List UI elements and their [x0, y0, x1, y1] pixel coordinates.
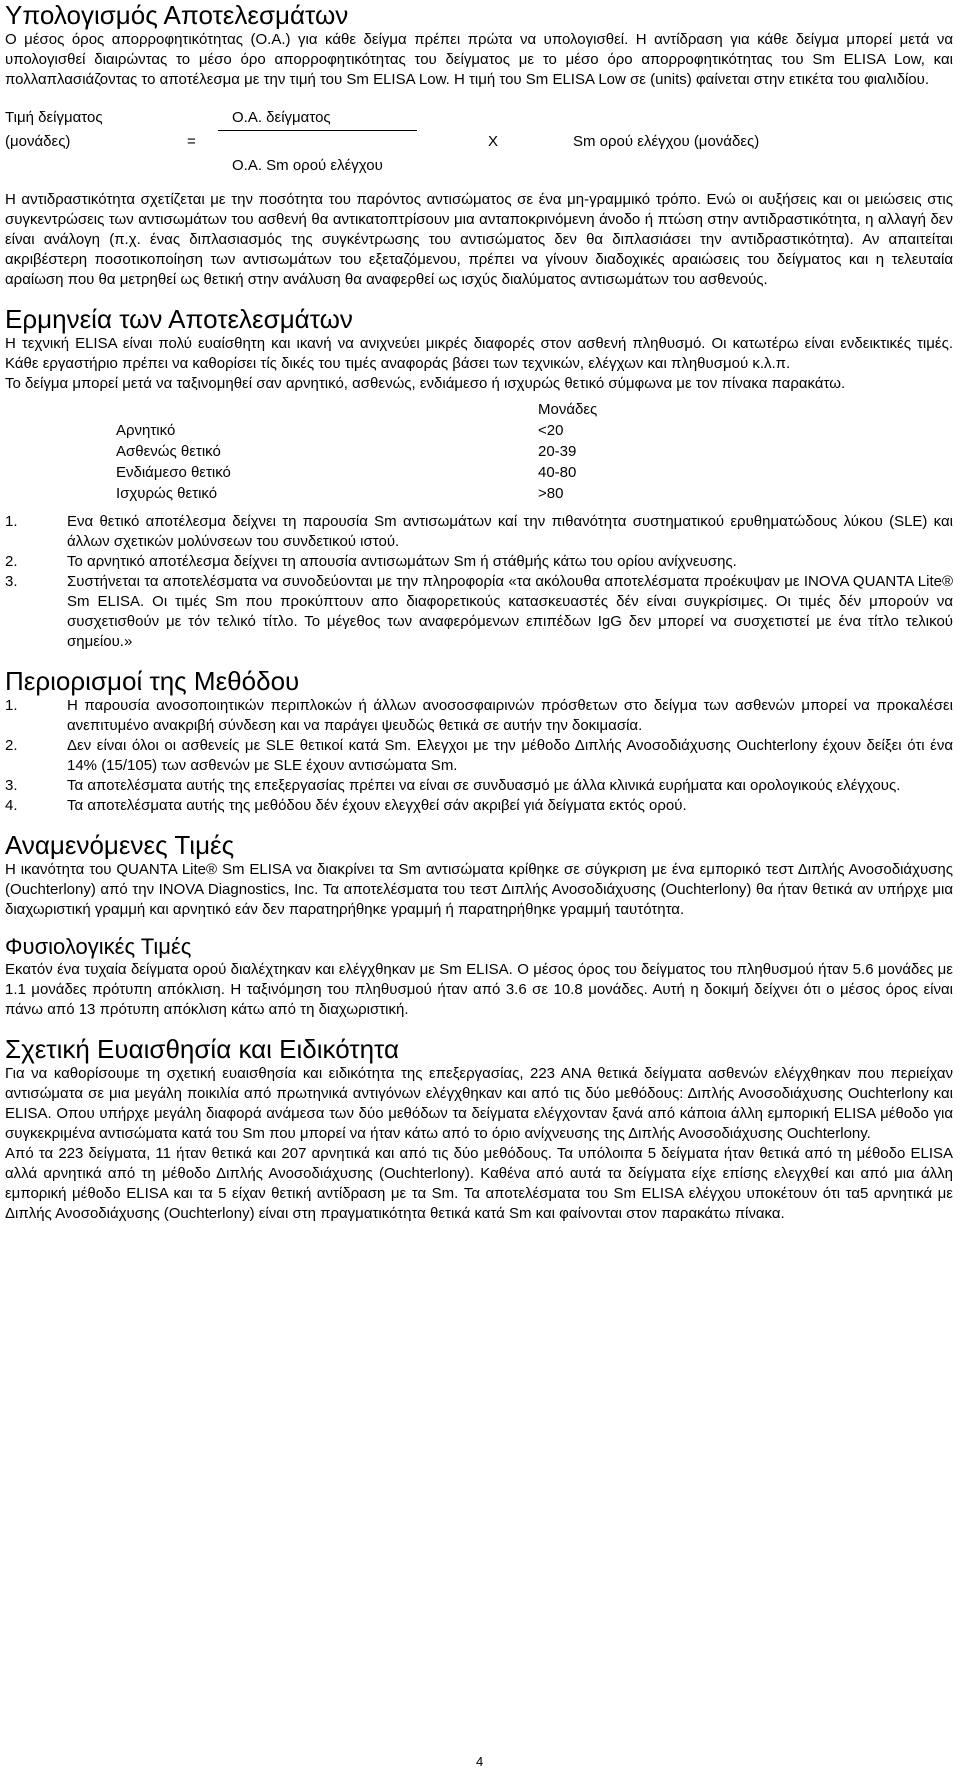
- expected-values-paragraph: Η ικανότητα του QUANTA Lite® Sm ELISA να διακρίνει τα Sm αντισώματα κρίθηκε σε σύγκριση με ένα εμπορικό τεστ Διπλής Ανοσοδιάχυσης (Ouchterlony) από την INOVA Diagnostics, Inc. Τα αποτελέσματα του τεστ Διπλής Ανοσοδιάχυσης (Ouchterlony) θα ήταν θετικά αν υπήρχε μια διαχωριστική γραμμή και αρνητικό εάν δεν παρατηρήθηκε γραμμή ή παρατηρήθηκε γραμμή ταυτότητα.: [5, 861, 953, 918]
- table-row-value: 40-80: [538, 464, 577, 481]
- limitations-list: [5, 696, 953, 816]
- list-item: [5, 776, 953, 796]
- limitations-heading: Περιορισμοί της Μεθόδου: [5, 666, 300, 696]
- expected-values-heading: Αναμενόμενες Τιμές: [5, 830, 235, 860]
- formula-numerator: Ο.Α. δείγματος: [232, 109, 331, 126]
- result-formula: [5, 108, 953, 180]
- interpretation-paragraph-2: Το δείγμα μπορεί μετά να ταξινομηθεί σαν αρνητικό, ασθενώς, ενδιάμεσο ή ισχυρώς θετικό σύμφωνα με τον πίνακα παρακάτω.: [5, 375, 846, 392]
- table-header-units: Μονάδες: [538, 401, 598, 418]
- list-item: [5, 696, 953, 736]
- formula-right: Sm ορού ελέγχου (μονάδες): [573, 133, 760, 150]
- list-item-number: 2.: [5, 737, 18, 754]
- sensitivity-heading: Σχετική Ευαισθησία και Ειδικότητα: [5, 1034, 399, 1064]
- fraction-bar: [218, 130, 417, 131]
- list-item-number: 2.: [5, 553, 18, 570]
- results-paragraph-2: Η αντιδραστικότητα σχετίζεται με την ποσότητα του παρόντος αντισώματος σε ένα μη-γραμμικό τρόπο. Ενώ οι αυξήσεις και οι μειώσεις στις συγκεντρώσεις των αντισωμάτων του ασθενή θα αντικατοπτρίσουν μια ανταποκρινόμενη άνοδο ή πτώση στην αντιδραστικότητα, η αλλαγή δεν είναι ανάλογη (π.χ. ένας διπλασιασμός της συγκέντρωσης του αντισώματος δεν θα διπλασιάσει την αντιδραστικότητα). Αν απαιτείται ακριβέστερη ποσοτικοποίηση των αντισωμάτων του εξεταζόμενου, πρέπει να γίνουν διαδοχικές αραιώσεις του δείγματος και η τελευταία αραίωση που θα μετρηθεί ως θετική στην ανάλυση θα αναφερθεί ως ισχύς διαλύματος αντισωμάτων του ασθενούς.: [5, 191, 953, 288]
- results-paragraph-1: Ο μέσος όρος απορροφητικότητας (Ο.Α.) για κάθε δείγμα πρέπει πρώτα να υπολογισθεί. Η αντίδραση για κάθε δείγμα μπορεί μετά να υπολογισθεί διαιρώντας το μέσο όρο απορροφητικότητας του δείγματος με το μέσο όρο απορροφητικότητας του Sm ELISA Low, και πολλαπλασιάζοντας το αποτέλεσμα με την τιμή του Sm ELISA Low. Η τιμή του Sm ELISA Low σε (units) φαίνεται στην ετικέτα του φιαλιδίου.: [5, 31, 953, 88]
- interpretation-heading: Ερμηνεία των Αποτελεσμάτων: [5, 304, 353, 334]
- list-item: [5, 512, 953, 552]
- list-item: [5, 572, 953, 652]
- list-item-text: Το αρνητικό αποτέλεσμα δείχνει τη απουσία αντισωμάτων Sm ή στάθμής κάτω του ορίου ανίχνευσης.: [67, 553, 737, 570]
- table-row-value: <20: [538, 422, 564, 439]
- list-item-number: 1.: [5, 513, 18, 530]
- table-row-label: Ισχυρώς θετικό: [116, 485, 218, 502]
- table-row-label: Ασθενώς θετικό: [116, 443, 221, 460]
- normal-values-heading: Φυσιολογικές Τιμές: [5, 934, 192, 959]
- list-item: [5, 552, 953, 572]
- formula-left-top: Τιμή δείγματος: [5, 109, 103, 126]
- formula-times: Χ: [488, 133, 499, 150]
- list-item-number: 4.: [5, 797, 18, 814]
- list-item-number: 1.: [5, 697, 18, 714]
- sensitivity-paragraph-1: Για να καθορίσουμε τη σχετική ευαισθησία και ειδικότητα της επεξεργασίας, 223 ΑΝΑ θετικά δείγματα ασθενών ελέγχθηκαν που περιείχαν αντισώματα σε μια μεγάλη ποικιλία από πρωτηνικά αντιγόνων ελέγχθηκαν και από τις δύο μεθόδους: Διπλής Ανοσοδιάχυσης Ouchterlony και ELISA. Οπου υπήρχε μεγάλη διαφορά ανάμεσα των δύο μεθόδων τα δείγματα ελέγχονταν ξανά από κάποια άλλη εμπορική ELISA μέθοδο για συγκεκριμένα αντισώματα κατά του Sm που μπορεί να ήταν κάτω από το όριο ανίχνευσης της Διπλής Ανοσοδιάχυσης Ouchterlony.: [5, 1065, 953, 1142]
- list-item: [5, 736, 953, 776]
- table-row-label: Αρνητικό: [116, 422, 176, 439]
- table-row-value: >80: [538, 485, 564, 502]
- list-item-text: Η παρουσία ανοσοποιητικών περιπλοκών ή άλλων ανοσοσφαιρινών πρόσθετων στο δείγμα των ασθενών μπορεί να προκαλέσει ανεπιτυμένο ανακριβή σύνδεση και να παράγει ψευδώς θετικά σε αυτήν την δοκιμασία.: [67, 697, 953, 734]
- list-item-text: Συστήνεται τα αποτελέσματα να συνοδεύονται με την πληροφορία «τα ακόλουθα αποτελέσματα προέκυψαν με INOVA QUANTA Lite® Sm ELISA. Οι τιμές Sm που προκύπτουν απο διαφορετικούς κατασκευαστές δέν είναι συγκρίσιμες. Οι τιμές δέν μπορούν να συσχετισθούν με τόν τελικό τίτλο. Το μέγεθος των αναφερόμενων επιπέδων IgG δεν μπορεί να συσχετιστεί με ένα τίτλο τελικού σημείου.»: [67, 573, 953, 650]
- list-item-number: 3.: [5, 777, 18, 794]
- results-heading: Υπολογισμός Αποτελεσμάτων: [5, 0, 349, 30]
- formula-left-bottom: (μονάδες): [5, 133, 71, 150]
- list-item-text: Τα αποτελέσματα αυτής της μεθόδου δέν έχουν ελεγχθεί σάν ακριβεί γιά δείγματα εκτός ορού.: [67, 797, 687, 814]
- formula-denominator: Ο.Α. Sm ορού ελέγχου: [232, 157, 383, 174]
- sensitivity-paragraph-2: Από τα 223 δείγματα, 11 ήταν θετικά και 207 αρνητικά και από τις δύο μεθόδους. Τα υπόλοιπα 5 δείγματα ήταν θετικά από τη μέθοδο ELISA αλλά αρνητικά από τη μέθοδο Διπλής Ανοσοδιάχυσης (Ouchterlony). Καθένα από αυτά τα δείγματα είχε επίσης ελεγχθεί και από μια άλλη εμπορική μέθοδο ELISA και τα 5 είχαν θετική αντίδραση με τα Sm. Τα αποτελέσματα του Sm ELISA ελέγχου υποκέτουν ότι τα5 αρνητικά με Διπλής Ανοσοδιάχυσης (Ouchterlony) είναι στη πραγματικότητα θετικά κατά Sm και φαίνονται στον παρακάτω πίνακα.: [5, 1145, 953, 1222]
- interpretation-list: [5, 512, 953, 652]
- table-row-label: Ενδιάμεσο θετικό: [116, 464, 231, 481]
- classification-table: [5, 400, 953, 504]
- page-number: 4: [476, 1754, 484, 1769]
- list-item-text: Δεν είναι όλοι οι ασθενείς με SLE θετικοί κατά Sm. Ελεγχοι με την μέθοδο Διπλής Ανοσοδιάχυσης Ouchterlony έχουν δείξει ότι ένα 14% (15/105) των ασθενών με SLE έχουν αντισώματα Sm.: [67, 737, 953, 774]
- list-item-number: 3.: [5, 573, 18, 590]
- document-page: [5, 0, 953, 1224]
- interpretation-paragraph-1: Η τεχνική ELISA είναι πολύ ευαίσθητη και ικανή να ανιχνεύει μικρές διαφορές στον ασθενή πληθυσμό. Οι κατωτέρω είναι ενδεικτικές τιμές. Κάθε εργαστήριο πρέπει να καθορίσει τίς δικές του τιμές αναφοράς βάσει των τεχνικών, ελέγχων και πληθυσμού κ.λ.π.: [5, 335, 953, 372]
- list-item-text: Ενα θετικό αποτέλεσμα δείχνει τη παρουσία Sm αντισωμάτων καί την πιθανότητα συστηματικού ερυθηματώδους λύκου (SLE) και άλλων σχετικών μολύνσεων του συνδετικού ιστού.: [67, 513, 953, 550]
- list-item: [5, 796, 953, 816]
- list-item-text: Τα αποτελέσματα αυτής της επεξεργασίας πρέπει να είναι σε συνδυασμό με άλλα κλινικά ευρήματα και ορολογικούς ελέγχους.: [67, 777, 901, 794]
- table-row-value: 20-39: [538, 443, 577, 460]
- normal-values-paragraph: Εκατόν ένα τυχαία δείγματα ορού διαλέχτηκαν και ελέγχθηκαν με Sm ELISA. Ο μέσος όρος του δείγματος του πληθυσμού ήταν 5.6 μονάδες με 1.1 μονάδες πρότυπη απόκλιση. Η ταξινόμηση του πληθυσμού ήταν από 3.6 σε 10.8 μονάδες. Αυτή η δοκιμή δείχνει ότι ο μέσος όρος είναι πάνω από 13 πρότυπη απόκλιση κάτω από τη διαχωριστική.: [5, 961, 953, 1018]
- formula-equals: =: [187, 133, 196, 150]
